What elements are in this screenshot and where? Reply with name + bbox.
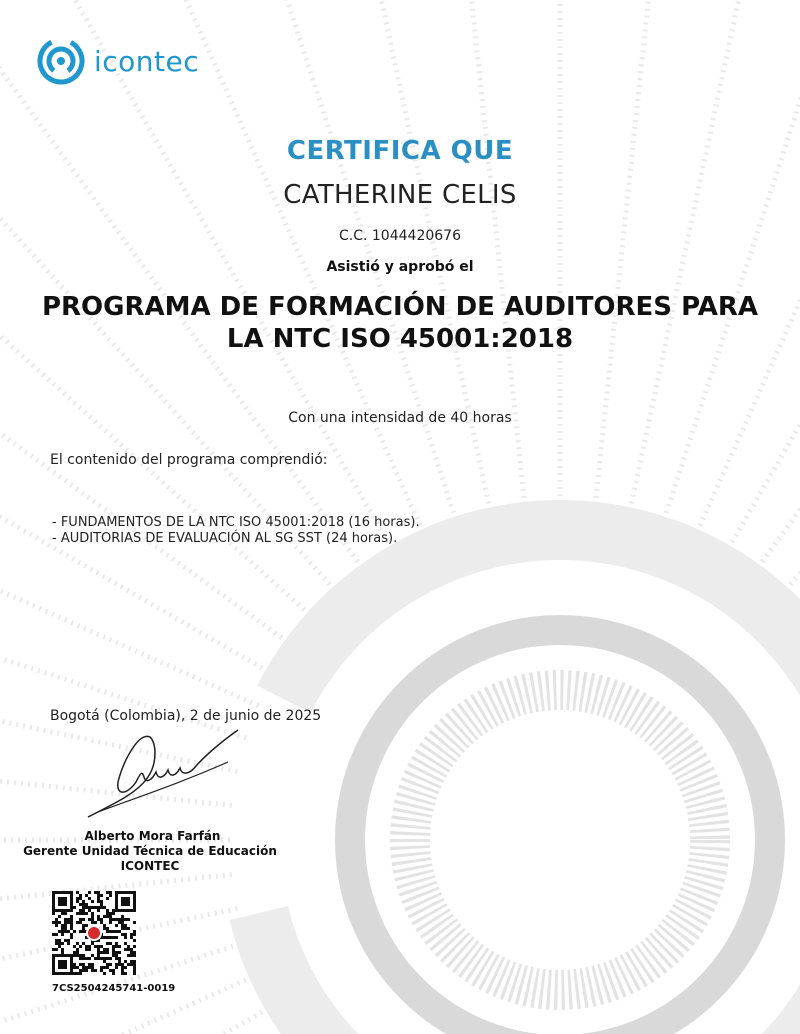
signatory-block — [0, 829, 300, 874]
program-title-line-2: LA NTC ISO 45001:2018 — [226, 324, 574, 354]
inner-circle — [460, 740, 660, 940]
qr-code-icon[interactable] — [52, 891, 136, 975]
content-label: El contenido del programa comprendió: — [50, 452, 328, 468]
content-item: - AUDITORIAS DE EVALUACIÓN AL SG SST (24 horas). — [52, 531, 398, 546]
certificate-heading: CERTIFICA QUE — [286, 136, 514, 166]
certificate-code: 7CS2504245741-0019 — [52, 983, 176, 994]
content-list — [52, 515, 420, 547]
content-item: - FUNDAMENTOS DE LA NTC ISO 45001:2018 (16 horas). — [52, 515, 420, 530]
attended-statement: Asistió y aprobó el — [326, 259, 474, 275]
program-title — [0, 291, 800, 355]
signatory-title: Gerente Unidad Técnica de Educación ICONTEC — [23, 844, 277, 873]
place-and-date: Bogotá (Colombia), 2 de junio de 2025 — [50, 708, 322, 724]
program-intensity: Con una intensidad de 40 horas — [288, 410, 512, 426]
signatory-name: Alberto Mora Farfán — [84, 829, 221, 843]
recipient-name: CATHERINE CELIS — [283, 180, 517, 210]
icontec-logo-icon — [36, 36, 86, 86]
recipient-id-number: C.C. 1044420676 — [339, 228, 461, 244]
icontec-logo — [36, 36, 199, 86]
program-title-line-1: PROGRAMA DE FORMACIÓN DE AUDITORES PARA — [41, 292, 759, 322]
handwritten-signature — [78, 722, 248, 822]
logo-wordmark: icontec — [94, 44, 200, 78]
